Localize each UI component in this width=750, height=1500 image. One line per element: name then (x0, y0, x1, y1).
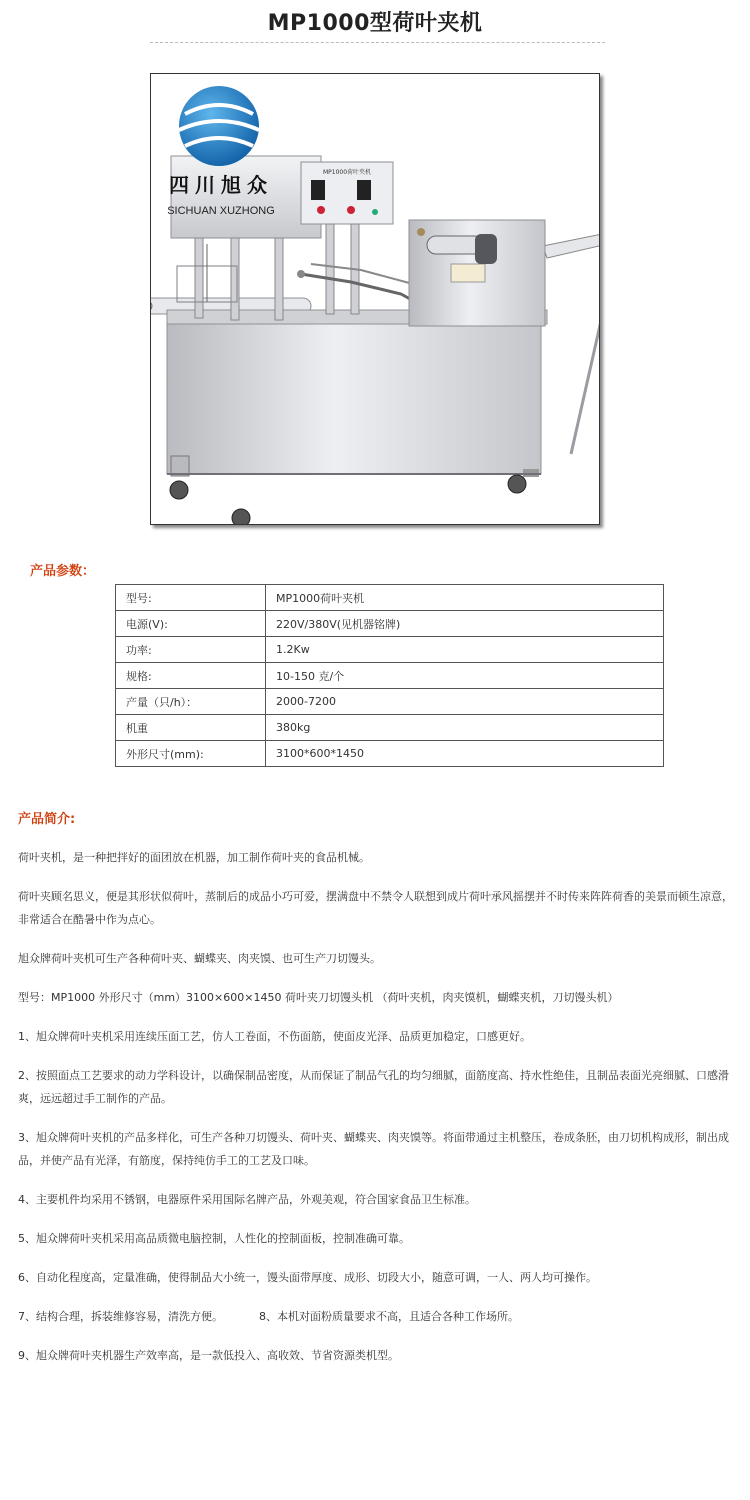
page-title: MP1000型荷叶夹机 (267, 11, 483, 36)
spec-key: 规格: (116, 663, 266, 689)
panel-label: MP1000荷叶夹机 (322, 169, 372, 176)
casters (170, 475, 526, 524)
table-row (116, 637, 664, 663)
table-row (116, 741, 664, 767)
outfeed-conveyor (543, 224, 599, 454)
machine-cabinet (167, 310, 547, 477)
table-row (116, 663, 664, 689)
spec-value: 220V/380V(见机器铭牌) (266, 611, 664, 637)
table-row (116, 611, 664, 637)
spec-value: 10-150 克/个 (266, 663, 664, 689)
machine-illustration (151, 74, 599, 524)
title-divider (150, 42, 605, 43)
intro-paragraph: 型号：MP1000 外形尺寸（mm）3100×600×1450 荷叶夹刀切馒头机 （荷叶夹机，肉夹馍机，蝴蝶夹机，刀切馒头机） (18, 991, 619, 1004)
table-row (116, 585, 664, 611)
intro-paragraph: 旭众牌荷叶夹机可生产各种荷叶夹、蝴蝶夹、肉夹馍、也可生产刀切馒头。 (18, 952, 381, 965)
brand-english-name: SICHUAN XUZHONG (167, 205, 275, 217)
spec-value: 1.2Kw (266, 637, 664, 663)
intro-paragraph: 6、自动化程度高，定量准确，使得制品大小统一，馒头面带厚度、成形、切段大小，随意可调，一人、两人均可操作。 (18, 1271, 597, 1284)
spec-key: 功率: (116, 637, 266, 663)
brand-chinese-name: 四川旭众 (169, 173, 273, 197)
spec-key: 机重 (116, 715, 266, 741)
spec-key: 电源(V): (116, 611, 266, 637)
table-row (116, 689, 664, 715)
params-heading: 产品参数： (30, 564, 96, 579)
specs-table (115, 584, 664, 767)
rolling-module (409, 220, 545, 326)
intro-paragraph: 1、旭众牌荷叶夹机采用连续压面工艺，仿人工卷面，不伤面筋，使面皮光泽、品质更加稳定，口感更好。 (18, 1030, 531, 1043)
intro-heading: 产品简介: (18, 812, 76, 827)
spec-key: 产量（只/h）： (116, 689, 266, 715)
intro-paragraph: 2、按照面点工艺要求的动力学科设计，以确保制品密度，从而保证了制品气孔的均匀细腻，面筋度高、持水性绝佳，且制品表面光亮细腻、口感滑爽，远远超过手工制作的产品。 (18, 1069, 729, 1105)
table-row (116, 715, 664, 741)
spec-value: MP1000荷叶夹机 (266, 585, 664, 611)
intro-paragraph: 4、主要机件均采用不锈钢，电器原件采用国际名牌产品，外观美观，符合国家食品卫生标准。 (18, 1193, 476, 1206)
intro-paragraph-pair (18, 1305, 738, 1328)
intro-paragraph: 9、旭众牌荷叶夹机器生产效率高，是一款低投入、高收效、节省资源类机型。 (18, 1349, 399, 1362)
intro-paragraph: 荷叶夹顾名思义，便是其形状似荷叶，蒸制后的成品小巧可爱，摆满盘中不禁令人联想到成片荷叶承风摇摆并不时传来阵阵荷香的美景而顿生凉意，非常适合在酷暑中作为点心。 (18, 890, 733, 926)
spec-value: 2000-7200 (266, 689, 664, 715)
intro-paragraph: 荷叶夹机，是一种把拌好的面团放在机器，加工制作荷叶夹的食品机械。 (18, 851, 370, 864)
spec-value: 380kg (266, 715, 664, 741)
intro-item-7: 7、结构合理，拆装维修容易，清洗方便。 (18, 1310, 223, 1323)
spec-key: 外形尺寸(mm): (116, 741, 266, 767)
intro-item-8: 8、本机对面粉质量要求不高，且适合各种工作场所。 (259, 1310, 519, 1323)
product-photo (150, 73, 600, 525)
intro-paragraph: 3、旭众牌荷叶夹机的产品多样化，可生产各种刀切馒头、荷叶夹、蝴蝶夹、肉夹馍等。将面带通过主机整压，卷成条胚，由刀切机构成形，制出成品，并使产品有光泽，有筋度，保持纯仿手工的工艺及口味。 (18, 1131, 729, 1167)
spec-key: 型号: (116, 585, 266, 611)
spec-value: 3100*600*1450 (266, 741, 664, 767)
intro-paragraph: 5、旭众牌荷叶夹机采用高品质微电脑控制，人性化的控制面板，控制准确可靠。 (18, 1232, 410, 1245)
intro-body (18, 846, 738, 1383)
